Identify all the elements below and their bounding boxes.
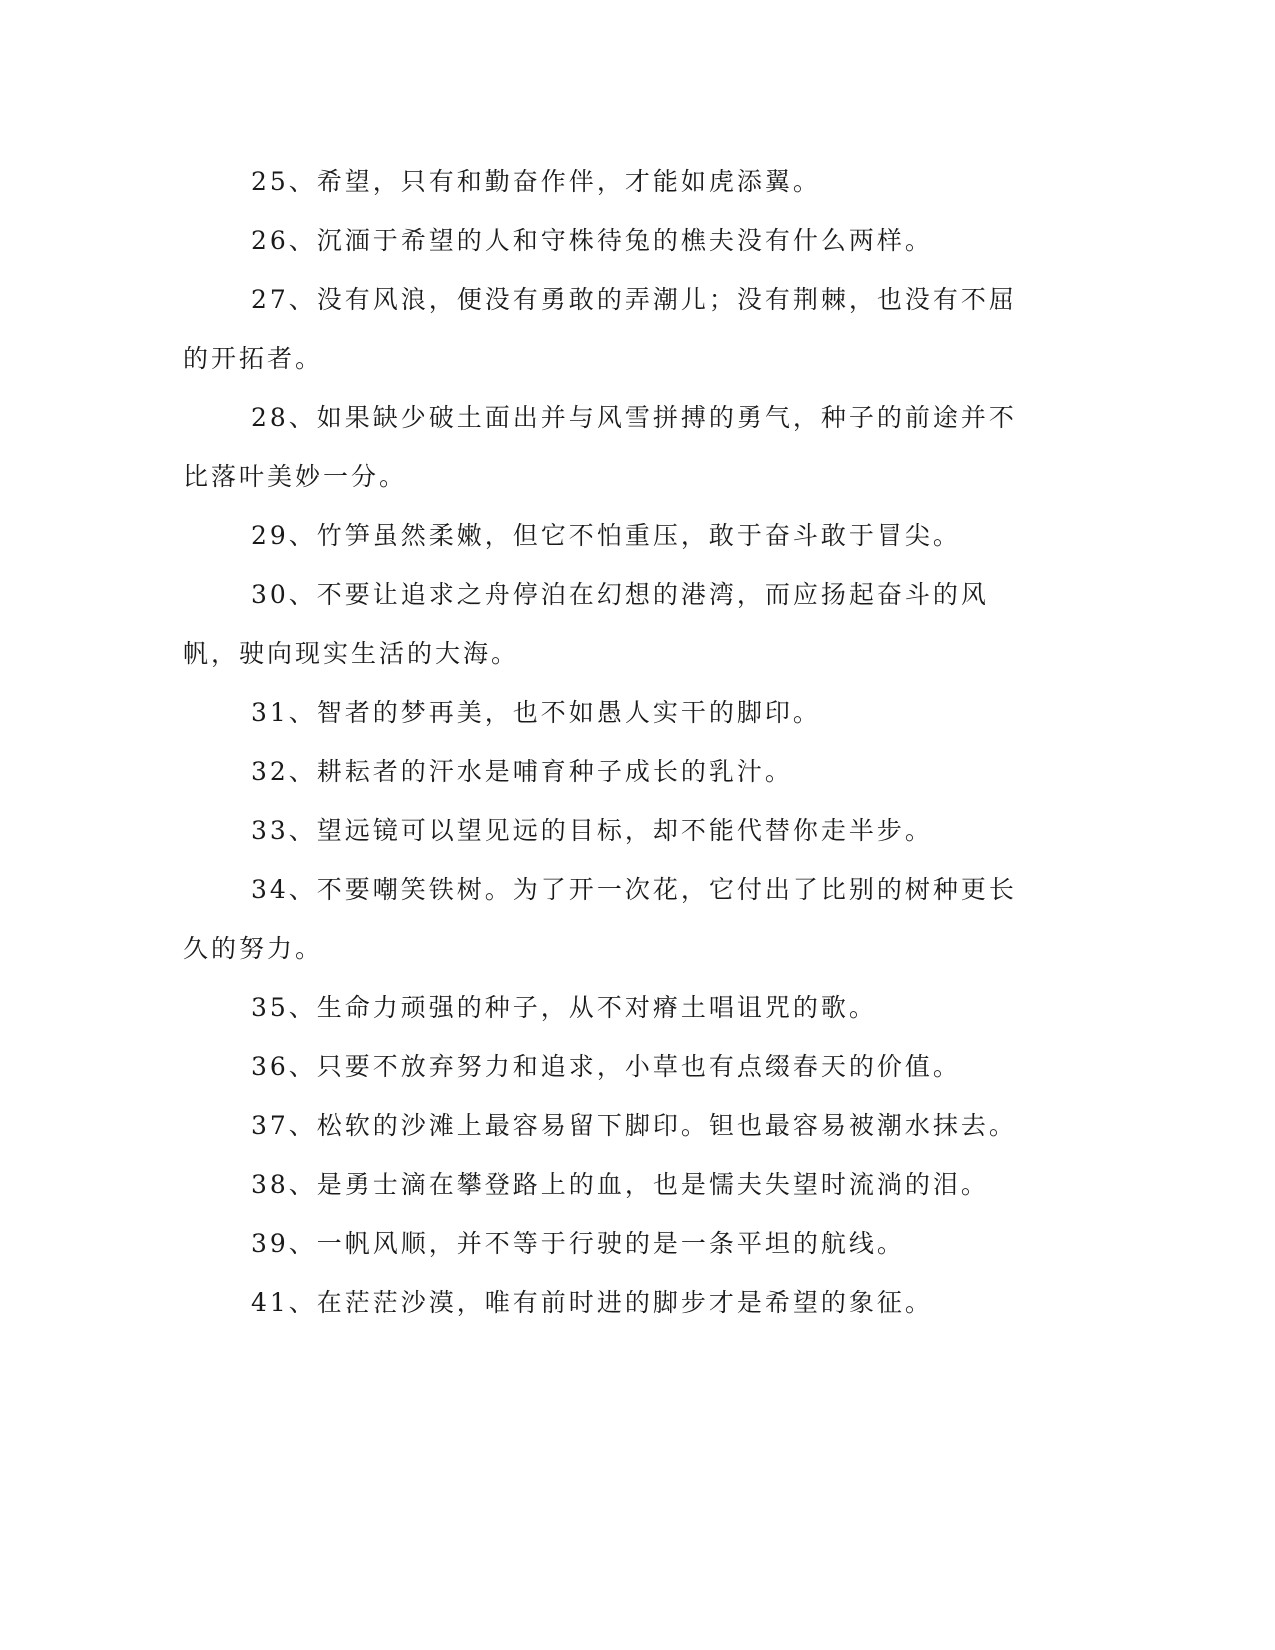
paragraph-26: 26、沉湎于希望的人和守株待兔的樵夫没有什么两样。 bbox=[251, 226, 933, 255]
paragraph-27: 27、没有风浪，便没有勇敢的弄潮儿；没有荆棘，也没有不屈的开拓者。 bbox=[183, 285, 1017, 373]
paragraph-28: 28、如果缺少破土面出并与风雪拼搏的勇气，种子的前途并不比落叶美妙一分。 bbox=[183, 403, 1017, 491]
paragraph-30: 30、不要让追求之舟停泊在幻想的港湾，而应扬起奋斗的风帆，驶向现实生活的大海。 bbox=[183, 580, 989, 668]
paragraph-38: 38、是勇士滴在攀登路上的血，也是懦夫失望时流淌的泪。 bbox=[251, 1170, 989, 1199]
paragraph-34: 34、不要嘲笑铁树。为了开一次花，它付出了比别的树种更长久的努力。 bbox=[183, 875, 1017, 963]
paragraph-25: 25、希望，只有和勤奋作伴，才能如虎添翼。 bbox=[251, 167, 821, 196]
paragraph-29: 29、竹笋虽然柔嫩，但它不怕重压，敢于奋斗敢于冒尖。 bbox=[251, 521, 961, 550]
paragraph-39: 39、一帆风顺，并不等于行驶的是一条平坦的航线。 bbox=[251, 1229, 905, 1258]
paragraph-32: 32、耕耘者的汗水是哺育种子成长的乳汁。 bbox=[251, 757, 793, 786]
paragraph-41: 41、在茫茫沙漠，唯有前时进的脚步才是希望的象征。 bbox=[251, 1288, 933, 1317]
document-body bbox=[183, 152, 1033, 1332]
paragraph-36: 36、只要不放弃努力和追求，小草也有点缀春天的价值。 bbox=[251, 1052, 961, 1081]
paragraph-35: 35、生命力顽强的种子，从不对瘠土唱诅咒的歌。 bbox=[251, 993, 877, 1022]
paragraph-33: 33、望远镜可以望见远的目标，却不能代替你走半步。 bbox=[251, 816, 933, 845]
paragraph-31: 31、智者的梦再美，也不如愚人实干的脚印。 bbox=[251, 698, 821, 727]
paragraph-37: 37、松软的沙滩上最容易留下脚印。钽也最容易被潮水抹去。 bbox=[251, 1111, 1017, 1140]
